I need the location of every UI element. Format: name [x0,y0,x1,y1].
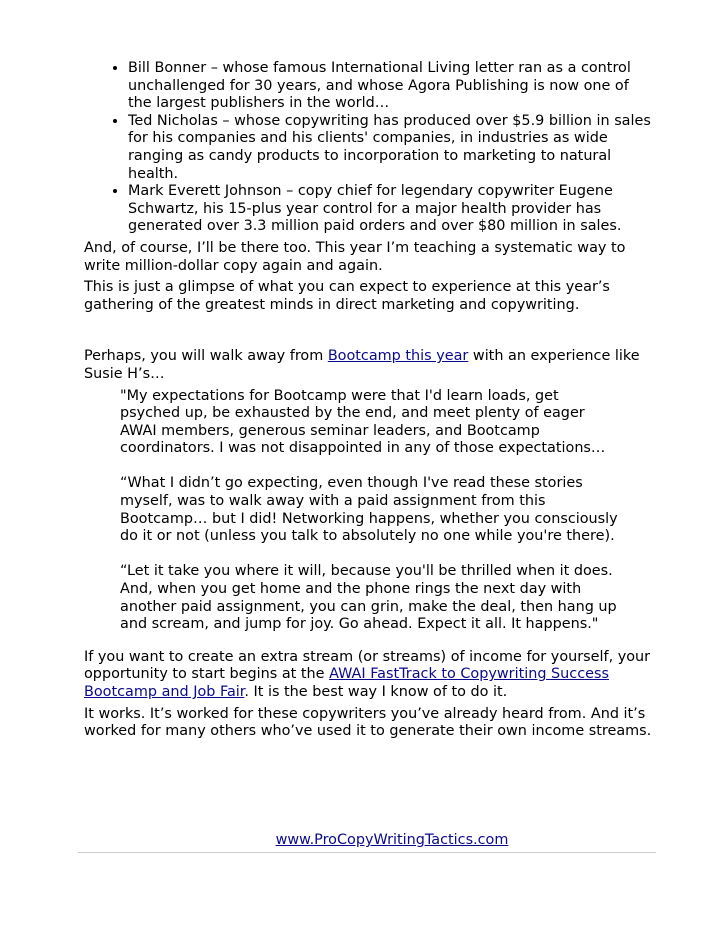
paragraph-glimpse: This is just a glimpse of what you can expect to experience at this year’s gathering of the greatest minds in direct marketing and copywriting. [84,279,610,313]
paragraph-teaching: And, of course, I’ll be there too. This year I’m teaching a systematic way to write million-dollar copy again and again. [84,239,626,274]
text-segment: with an experience like Susie H’s… [84,348,640,382]
text-segment: Perhaps, you will walk away from [84,348,328,365]
text-segment: If you want to create an extra stream (or streams) of income for yourself, your opportunity to start begins at the [84,648,651,683]
paragraph-opportunity [84,649,654,702]
bootcamp-link[interactable]: Bootcamp this year [327,348,469,365]
testimonial-paragraph: “What I didn’t go expecting, even though I've read these stories myself, was to walk away with a paid assignment from this Bootcamp… but I did! Networking happens, whether you consciously do it or not (unless you talk to absolutely no one while you're there). [120,475,618,545]
list-item: • Mark Everett Johnson – copy chief for legendary copywriter Eugene Schwartz, his 15-plus year control for a major health provider has generated over 3.3 million paid orders and over $80 million in sales. [128,183,654,236]
testimonial-paragraph: "My expectations for Bootcamp were that I'd learn loads, get psyched up, be exhausted by the end, and meet plenty of eager AWAI members, generous seminar leaders, and Bootcamp coordinators. I was not disappointed in any of those expectations… [120,387,606,457]
list-item: • Ted Nicholas – whose copywriting has produced over $5.9 billion in sales for his companies and his clients' companies, in industries as wide ranging as candy products to incorporation to marketing to natural health. [128,113,654,183]
text-segment: . It is the best way I know of to do it. [244,684,508,700]
footer-website-link[interactable]: www.ProCopyWritingTactics.com [275,832,509,848]
document-body [84,60,654,741]
paragraph-susie-intro [84,348,654,383]
page-footer [84,832,654,853]
awai-bootcamp-link[interactable]: AWAI FastTrack to Copywriting Success Bootcamp and Job Fair [84,666,609,700]
paragraph-it-works: It works. It’s worked for these copywriters you’ve already heard from. And it’s worked for many others who’ve used it to generate their own income streams. [84,705,652,740]
testimonial-paragraph: “Let it take you where it will, because you'll be thrilled when it does. And, when you get home and the phone rings the next day with another paid assignment, you can grin, make the deal, then hang up and scream, and jump for joy. Go ahead. Expect it all. It happens." [120,563,617,633]
footer-line [130,832,654,850]
footer-divider [78,852,656,853]
speaker-list [84,60,654,236]
list-item: • Bill Bonner – whose famous International Living letter ran as a control unchallenged for 30 years, and whose Agora Publishing is now one of the largest publishers in the world… [128,60,654,113]
